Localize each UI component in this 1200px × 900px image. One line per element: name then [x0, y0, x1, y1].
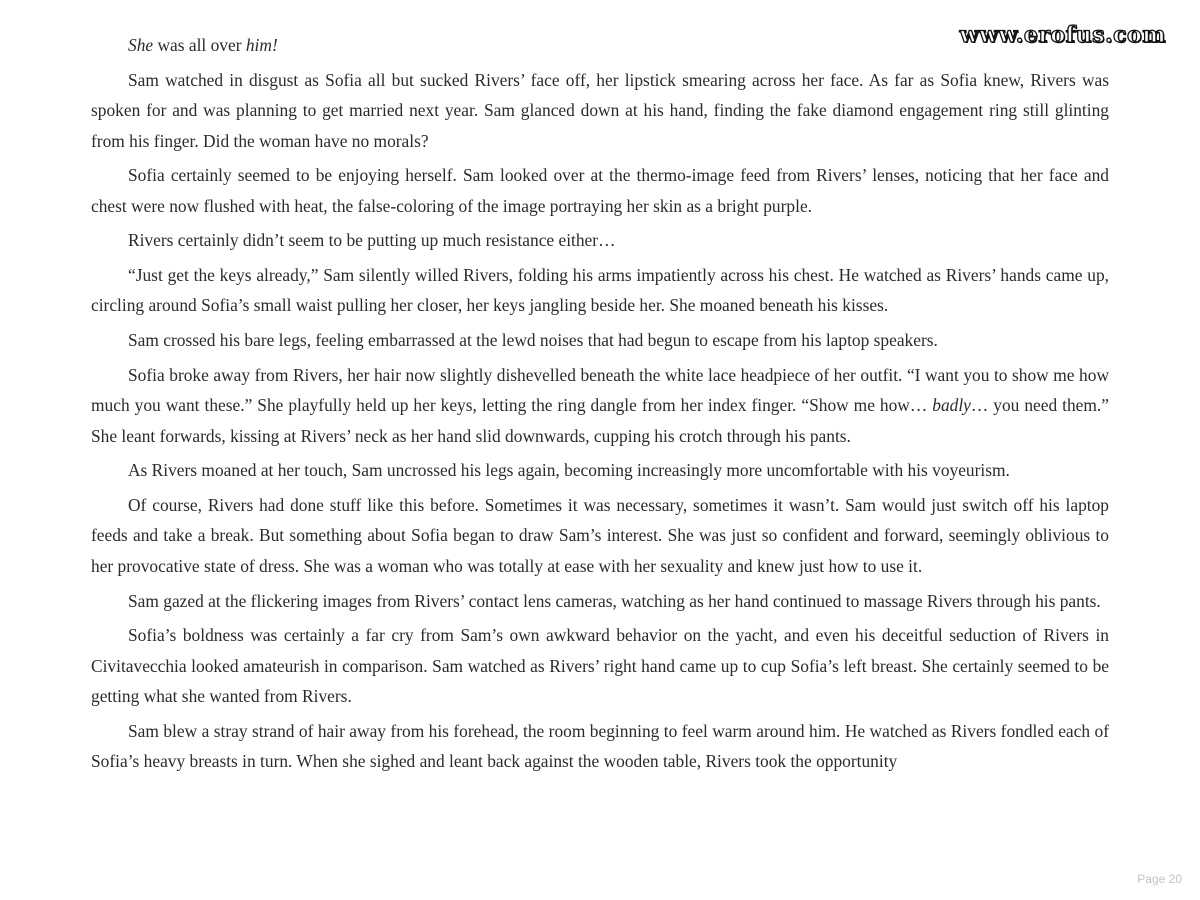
- paragraph: [91, 160, 1109, 221]
- paragraph: [91, 260, 1109, 321]
- paragraph: [91, 65, 1109, 156]
- text-run: Sam blew a stray strand of hair away from his forehead, the room beginning to feel warm around him. He watched as Rivers fondled each of Sofia’s heavy breasts in turn. When she sighed and leant back against the wooden table, Rivers took the opportunity: [91, 720, 1109, 772]
- paragraph: [91, 716, 1109, 777]
- paragraph: [91, 490, 1109, 581]
- watermark: www.erofus.com: [959, 22, 1166, 48]
- text-run: As Rivers moaned at her touch, Sam uncrossed his legs again, becoming increasingly more uncomfortable with his voyeurism.: [128, 460, 1010, 481]
- text-run: Sofia certainly seemed to be enjoying herself. Sam looked over at the thermo-image feed from Rivers’ lenses, noticing that her face and chest were now flushed with heat, the false-coloring of the image portraying her skin as a bright purple.: [91, 165, 1109, 216]
- text-run: him!: [245, 35, 278, 55]
- paragraph: [91, 30, 1109, 60]
- page-number: Page 20: [1137, 872, 1182, 886]
- text-run: Sofia broke away from Rivers, her hair now slightly dishevelled beneath the white lace headpiece of her outfit. “I want you to show me how much you want these.” She playfully held up her keys, letting the ring dangle from her index finger. “Show me how…: [91, 364, 1109, 416]
- paragraph: [91, 225, 1109, 255]
- text-run: “Just get the keys already,” Sam silently willed Rivers, folding his arms impatiently across his chest. He watched as Rivers’ hands came up, circling around Sofia’s small waist pulling her closer, her keys jangling beside her. She moaned beneath his kisses.: [91, 265, 1109, 316]
- paragraph: [91, 586, 1109, 616]
- text-run: Sam gazed at the flickering images from Rivers’ contact lens cameras, watching as her hand continued to massage Rivers through his pants.: [128, 590, 1101, 611]
- text-run: She: [128, 35, 154, 55]
- paragraph: [91, 325, 1109, 355]
- story-text: [91, 30, 1109, 781]
- text-run: Sofia’s boldness was certainly a far cry from Sam’s own awkward behavior on the yacht, and even his deceitful seduction of Rivers in Civitavecchia looked amateurish in comparison. Sam watched as Rivers’ right hand came up to cup Sofia’s left breast. She certainly seemed to be getting what she wanted from Rivers.: [91, 625, 1109, 707]
- text-run: badly: [932, 395, 971, 416]
- paragraph: [91, 620, 1109, 711]
- text-run: was all over: [153, 35, 246, 55]
- text-run: Sam watched in disgust as Sofia all but sucked Rivers’ face off, her lipstick smearing across her face. As far as Sofia knew, Rivers was spoken for and was planning to get married next year. Sam glanced down at his hand, finding the fake diamond engagement ring still glinting from his finger. Did the woman have no morals?: [91, 69, 1109, 151]
- text-run: Of course, Rivers had done stuff like this before. Sometimes it was necessary, sometimes it wasn’t. Sam would just switch off his laptop feeds and take a break. But something about Sofia began to draw Sam’s interest. She was just so confident and forward, seemingly oblivious to her provocative state of dress. She was a woman who was totally at ease with her sexuality and knew just how to use it.: [91, 495, 1109, 576]
- text-run: … you need them.” She leant forwards, kissing at Rivers’ neck as her hand slid downwards, cupping his crotch through his pants.: [91, 395, 1109, 446]
- paragraph: [91, 360, 1109, 451]
- text-run: Sam crossed his bare legs, feeling embarrassed at the lewd noises that had begun to escape from his laptop speakers.: [128, 330, 938, 351]
- text-run: Rivers certainly didn’t seem to be putting up much resistance either…: [128, 230, 616, 251]
- paragraph: [91, 455, 1109, 485]
